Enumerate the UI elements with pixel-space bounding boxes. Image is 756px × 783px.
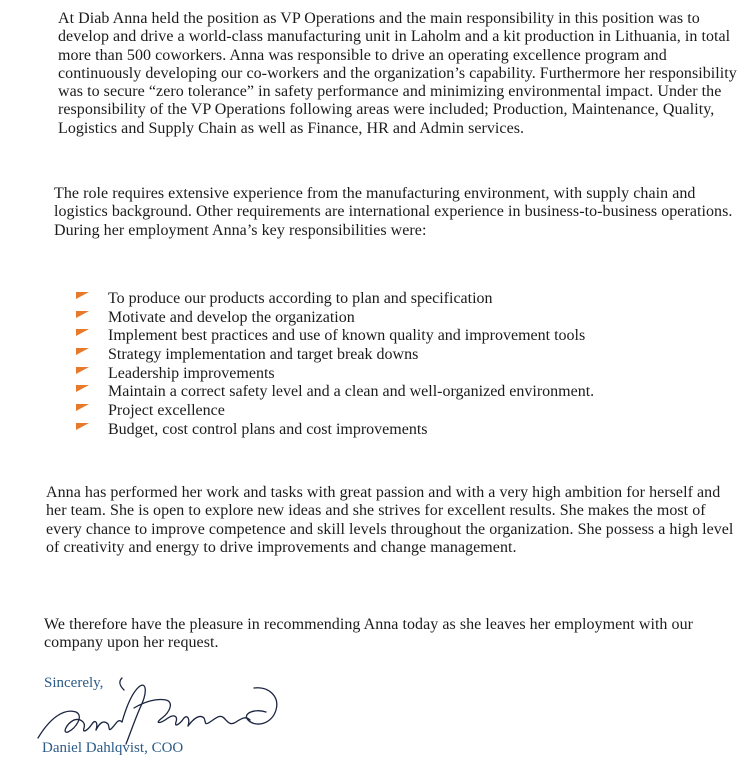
orange-triangle-bullet-icon xyxy=(76,385,89,392)
closing-salutation: Sincerely, xyxy=(44,675,104,691)
list-item-text: To produce our products according to plan and specification xyxy=(108,290,493,307)
list-item-text: Leadership improvements xyxy=(108,364,275,382)
list-item-text: Motivate and develop the organization xyxy=(108,308,355,326)
orange-triangle-bullet-icon xyxy=(76,292,89,299)
list-item xyxy=(76,327,594,346)
orange-triangle-bullet-icon xyxy=(76,311,89,318)
orange-triangle-bullet-icon xyxy=(76,329,89,336)
orange-triangle-bullet-icon xyxy=(76,367,89,374)
list-item xyxy=(76,309,594,328)
list-item xyxy=(76,290,594,309)
orange-triangle-bullet-icon xyxy=(76,423,89,430)
signer-name-title: Daniel Dahlqvist, COO xyxy=(42,740,184,756)
list-item xyxy=(76,365,594,384)
orange-triangle-bullet-icon xyxy=(76,348,89,355)
paragraph-performance: Anna has performed her work and tasks with great passion and with a very high ambition for herself and her team. She is open to explore new ideas and she strives for excellent results. She makes the most of every chance to improve competence and skill levels throughout the organization. She possess a high level of creativity and energy to drive improvements and change management. xyxy=(46,484,734,556)
list-item-text: Budget, cost control plans and cost improvements xyxy=(108,420,428,438)
list-item xyxy=(76,421,594,440)
list-item xyxy=(76,402,594,421)
paragraph-role-requirements: The role requires extensive experience from the manufacturing environment, with supply chain and logistics background. Other requirements are international experience in business-to-business operations. During her employment Anna’s key responsibilities were: xyxy=(54,185,733,239)
list-item xyxy=(76,383,594,402)
list-item-text: Maintain a correct safety level and a clean and well-organized environment. xyxy=(108,383,595,401)
list-item-text: Strategy implementation and target break downs xyxy=(108,346,419,364)
list-item-text: Implement best practices and use of known quality and improvement tools xyxy=(108,327,586,345)
orange-triangle-bullet-icon xyxy=(76,404,89,411)
list-item xyxy=(76,346,594,365)
list-item-text: Project excellence xyxy=(108,402,225,420)
paragraph-recommendation: We therefore have the pleasure in recommending Anna today as she leaves her employment with our company upon her request. xyxy=(44,616,694,652)
handwritten-signature xyxy=(28,668,308,748)
paragraph-role-description: At Diab Anna held the position as VP Operations and the main responsibility in this position was to develop and drive a world-class manufacturing unit in Laholm and a kit production in Lithuania, in total more than 500 coworkers. Anna was responsible to drive an operating excellence program and continuously developing our co-workers and the organization’s capability. Furthermore her responsibility was to secure “zero tolerance” in safety performance and minimizing environmental impact. Under the responsibility of the VP Operations following areas were included; Production, Maintenance, Quality, Logistics and Supply Chain as well as Finance, HR and Admin services. xyxy=(58,10,737,137)
responsibilities-list xyxy=(76,290,594,440)
